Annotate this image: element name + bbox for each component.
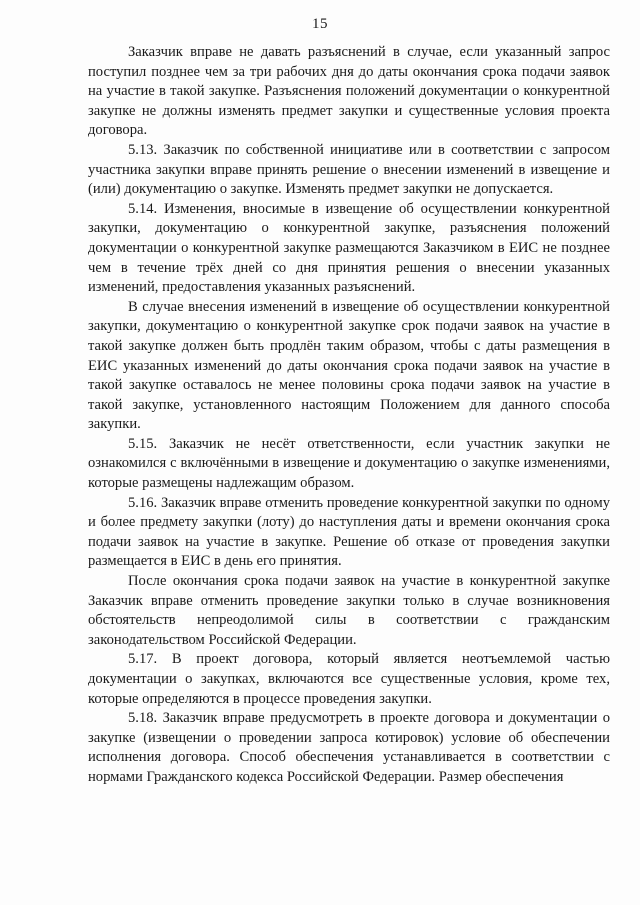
paragraph-deadline-extension: В случае внесения изменений в извещение об осуществлении конкурентной закупки, документацию о конкурентной закупке срок подачи заявок на участие в такой закупке должен быть продлён таким образом, чтобы с даты размещения в ЕИС указанных изменений до даты окончания срока подачи заявок на участие в такой закупке оставалось не менее половины срока подачи заявок на участие в такой закупке, установленного настоящим Положением для данного способа закупки. (88, 298, 610, 433)
paragraph-force-majeure: После окончания срока подачи заявок на участие в конкурентной закупке Заказчик вправе отменить проведение закупки только в случае возникновения обстоятельств непреодолимой силы в соответствии с гражданским законодательством Российской Федерации. (88, 573, 610, 648)
paragraph-5-16: 5.16. Заказчик вправе отменить проведение конкурентной закупки по одному и более предмету закупки (лоту) до наступления даты и времени окончания срока подачи заявок на участие в закупке. Решение об отказе от проведения закупки размещается в ЕИС в день его принятия. (88, 494, 610, 570)
paragraph-5-14: 5.14. Изменения, вносимые в извещение об осуществлении конкурентной закупки, документацию о конкурентной закупке, разъяснения положений документации о конкурентной закупке размещаются Заказчиком в ЕИС не позднее чем в течение трёх дней со дня принятия решения о внесении указанных изменений, предоставления указанных разъяснений. (88, 200, 610, 296)
document-body (88, 43, 610, 788)
paragraph-clarification-limits: Заказчик вправе не давать разъяснений в случае, если указанный запрос поступил позднее чем за три рабочих дня до даты окончания срока подачи заявок на участие в такой закупке. Разъяснения положений документации о конкурентной закупке не должны изменять предмет закупки и существенные условия проекта договора. (88, 44, 610, 139)
paragraph-5-17: 5.17. В проект договора, который является неотъемлемой частью документации о закупках, включаются все существенные условия, кроме тех, которые определяются в процессе проведения закупки. (88, 651, 610, 707)
page-number: 15 (312, 16, 328, 32)
paragraph-5-18: 5.18. Заказчик вправе предусмотреть в проекте договора и документации о закупке (извещении о проведении запроса котировок) условие об обеспечении исполнения договора. Способ обеспечения устанавливается в соответствии с нормами Гражданского кодекса Российской Федерации. Размер обеспечения (88, 710, 610, 785)
paragraph-5-13: 5.13. Заказчик по собственной инициативе или в соответствии с запросом участника закупки вправе принять решение о внесении изменений в извещение и (или) документацию о закупке. Изменять предмет закупки не допускается. (88, 141, 610, 198)
paragraph-5-15: 5.15. Заказчик не несёт ответственности, если участник закупки не ознакомился с включёнными в извещение и документацию о закупке изменениями, которые размещены надлежащим образом. (88, 435, 610, 492)
